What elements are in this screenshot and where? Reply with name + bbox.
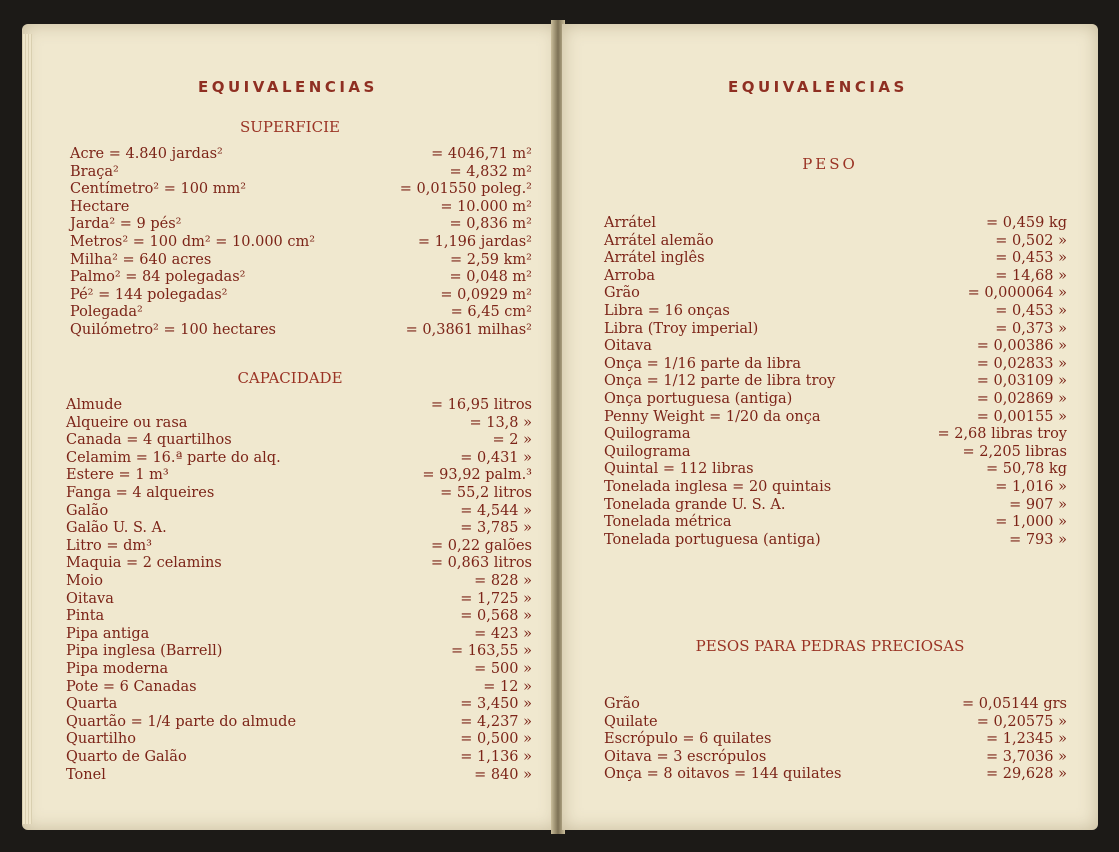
unit-value: = 6,45 cm² <box>450 304 532 321</box>
unit-value: = 0,00155 » <box>976 408 1067 425</box>
unit-value: = 0,836 m² <box>449 216 532 233</box>
table-row <box>70 215 532 233</box>
unit-value: = 2,68 libras troy <box>937 426 1067 443</box>
table-row <box>66 660 532 678</box>
unit-value: = 840 » <box>474 766 532 783</box>
unit-value: = 0,453 » <box>995 250 1067 267</box>
unit-value: = 0,01550 poleg.² <box>399 181 532 198</box>
table-row <box>604 443 1067 461</box>
unit-label: Onça = 1/16 parte da libra <box>604 355 802 372</box>
table-row <box>66 607 532 625</box>
unit-label: Pé² = 144 polegadas² <box>70 286 228 303</box>
table-row <box>604 496 1067 514</box>
unit-value: = 1,016 » <box>995 479 1067 495</box>
table-row <box>66 414 532 432</box>
unit-label: Tonelada grande U. S. A. <box>604 496 786 513</box>
unit-label: Grão <box>604 696 640 712</box>
unit-label: Almude <box>66 397 123 413</box>
table-row <box>66 642 532 660</box>
unit-label: Arrátel <box>604 215 657 231</box>
unit-label: Moio <box>66 573 103 589</box>
table-row <box>70 163 532 181</box>
table-row <box>604 232 1067 250</box>
unit-label: Quilómetro² = 100 hectares <box>70 322 276 338</box>
unit-label: Grão <box>604 285 640 302</box>
unit-value: = 12 » <box>483 678 532 695</box>
unit-label: Estere = 1 m³ <box>66 467 169 484</box>
unit-value: = 16,95 litros <box>430 397 532 413</box>
unit-label: Onça = 1/12 parte de libra troy <box>604 373 836 390</box>
capacidade-title: CAPACIDADE <box>237 369 343 387</box>
unit-label: Pote = 6 Canadas <box>66 678 197 695</box>
table-row <box>604 695 1067 713</box>
unit-label: Milha² = 640 acres <box>70 251 212 268</box>
unit-label: Onça portuguesa (antiga) <box>604 391 793 407</box>
unit-label: Quartilho <box>66 731 136 748</box>
table-row <box>604 730 1067 748</box>
unit-value: = 828 » <box>474 573 532 589</box>
unit-label: Polegada² <box>70 304 143 321</box>
table-row <box>66 748 532 766</box>
unit-label: Jarda² = 9 pés² <box>70 216 182 233</box>
unit-value: = 1,2345 » <box>986 731 1067 748</box>
unit-value: = 29,628 » <box>986 766 1067 783</box>
left-page <box>22 24 558 830</box>
unit-value: = 4,237 » <box>460 713 532 730</box>
table-row <box>66 502 532 520</box>
unit-label: Onça = 8 oitavos = 144 quilates <box>604 766 842 783</box>
table-row <box>66 766 532 784</box>
table-row <box>604 748 1067 766</box>
unit-value: = 0,22 galões <box>431 537 532 554</box>
unit-value: = 0,02833 » <box>976 355 1067 372</box>
unit-value: = 0,0929 m² <box>440 286 532 303</box>
unit-label: Alqueire ou rasa <box>66 414 188 431</box>
table-row <box>66 519 532 537</box>
table-row <box>70 251 532 269</box>
unit-value: = 4046,71 m² <box>431 146 532 162</box>
unit-label: Quintal = 112 libras <box>604 461 754 478</box>
unit-label: Tonelada métrica <box>604 514 732 531</box>
unit-value: = 0,453 » <box>995 303 1067 319</box>
left-page-heading: EQUIVALENCIAS <box>198 78 378 96</box>
table-row <box>70 145 532 163</box>
table-row <box>604 425 1067 443</box>
table-row <box>604 765 1067 783</box>
table-row <box>604 302 1067 320</box>
unit-value: = 0,863 litros <box>430 555 532 572</box>
unit-label: Arrátel alemão <box>604 232 714 249</box>
table-row <box>66 484 532 502</box>
table-row <box>604 460 1067 478</box>
unit-value: = 10.000 m² <box>440 198 532 215</box>
unit-label: Pinta <box>66 608 105 625</box>
unit-value: = 55,2 litros <box>440 485 532 501</box>
peso-title: PESO <box>802 155 858 173</box>
table-row <box>66 678 532 696</box>
table-row <box>66 695 532 713</box>
right-page-heading: EQUIVALENCIAS <box>728 78 908 96</box>
table-row <box>604 249 1067 267</box>
unit-label: Hectare <box>70 198 130 215</box>
unit-label: Quarto de Galão <box>66 749 187 765</box>
table-row <box>604 355 1067 373</box>
page-edges <box>22 34 32 824</box>
unit-value: = 0,373 » <box>995 320 1067 337</box>
unit-value: = 1,136 » <box>460 749 532 765</box>
table-row <box>604 214 1067 232</box>
unit-value: = 2,59 km² <box>449 251 532 268</box>
unit-value: = 2 » <box>492 432 532 449</box>
unit-value: = 423 » <box>474 625 532 642</box>
table-row <box>70 286 532 304</box>
table-row <box>66 431 532 449</box>
unit-label: Galão U. S. A. <box>66 520 167 537</box>
unit-label: Oitava = 3 escrópulos <box>604 748 767 765</box>
unit-label: Acre = 4.840 jardas² <box>70 146 223 162</box>
unit-value: = 907 » <box>1009 496 1067 513</box>
table-row <box>66 625 532 643</box>
unit-label: Tonel <box>66 766 106 783</box>
unit-value: = 0,05144 grs <box>962 696 1067 712</box>
unit-value: = 0,459 kg <box>986 215 1067 231</box>
unit-value: = 0,502 » <box>995 232 1067 249</box>
unit-value: = 4,544 » <box>460 502 532 519</box>
unit-label: Pipa antiga <box>66 625 150 642</box>
unit-value: = 793 » <box>1009 531 1067 548</box>
table-row <box>604 531 1067 549</box>
unit-value: = 4,832 m² <box>449 163 532 180</box>
table-row <box>70 268 532 286</box>
table-row <box>66 713 532 731</box>
right-page <box>562 24 1098 830</box>
unit-label: Pipa moderna <box>66 661 169 677</box>
unit-value: = 1,000 » <box>995 514 1067 531</box>
unit-value: = 1,725 » <box>460 590 532 607</box>
unit-value: = 0,000064 » <box>967 285 1067 302</box>
unit-value: = 0,048 m² <box>449 269 532 286</box>
unit-label: Metros² = 100 dm² = 10.000 cm² <box>70 234 316 250</box>
unit-label: Libra (Troy imperial) <box>604 320 759 337</box>
unit-label: Litro = dm³ <box>66 537 152 554</box>
open-book <box>14 18 1104 838</box>
table-row <box>66 537 532 555</box>
table-row <box>66 590 532 608</box>
unit-label: Arroba <box>604 267 655 284</box>
table-row <box>604 267 1067 285</box>
unit-label: Quilograma <box>604 443 691 460</box>
unit-value: = 3,7036 » <box>986 748 1067 765</box>
unit-label: Quilograma <box>604 426 691 443</box>
unit-label: Tonelada inglesa = 20 quintais <box>604 479 832 495</box>
unit-value: = 0,500 » <box>460 731 532 748</box>
table-row <box>66 572 532 590</box>
unit-label: Palmo² = 84 polegadas² <box>70 269 246 286</box>
table-row <box>604 513 1067 531</box>
pedras-title: PESOS PARA PEDRAS PRECIOSAS <box>695 637 965 655</box>
unit-value: = 0,431 » <box>460 449 532 466</box>
unit-value: = 13,8 » <box>469 414 532 431</box>
table-row <box>70 198 532 216</box>
table-row <box>66 449 532 467</box>
unit-value: = 3,450 » <box>460 696 532 713</box>
unit-value: = 14,68 » <box>995 267 1067 284</box>
table-row <box>70 180 532 198</box>
unit-value: = 3,785 » <box>460 520 532 537</box>
unit-label: Pipa inglesa (Barrell) <box>66 643 223 660</box>
unit-label: Oitava <box>66 590 114 607</box>
table-row <box>604 390 1067 408</box>
table-row <box>604 408 1067 426</box>
unit-label: Oitava <box>604 338 652 355</box>
table-row <box>604 337 1067 355</box>
unit-label: Arrátel inglês <box>604 250 705 267</box>
table-row <box>604 713 1067 731</box>
table-row <box>70 321 532 339</box>
table-row <box>66 396 532 414</box>
unit-label: Tonelada portuguesa (antiga) <box>604 531 821 548</box>
table-row <box>70 233 532 251</box>
unit-value: = 93,92 palm.³ <box>422 467 532 484</box>
table-row <box>66 466 532 484</box>
unit-label: Quilate <box>604 713 658 730</box>
unit-value: = 1,196 jardas² <box>417 234 532 250</box>
table-row <box>604 372 1067 390</box>
unit-value: = 500 » <box>474 661 532 677</box>
unit-label: Penny Weight = 1/20 da onça <box>604 408 821 425</box>
unit-value: = 0,20575 » <box>976 713 1067 730</box>
unit-value: = 0,3861 milhas² <box>405 322 532 338</box>
unit-label: Galão <box>66 502 109 519</box>
table-row <box>70 303 532 321</box>
unit-value: = 0,02869 » <box>976 391 1067 407</box>
unit-value: = 0,03109 » <box>976 373 1067 390</box>
unit-label: Centímetro² = 100 mm² <box>70 181 247 198</box>
superficie-title: SUPERFICIE <box>240 118 340 136</box>
unit-label: Celamim = 16.ª parte do alq. <box>66 449 281 466</box>
unit-label: Maquia = 2 celamins <box>66 555 222 572</box>
table-row <box>604 284 1067 302</box>
unit-label: Libra = 16 onças <box>604 303 730 319</box>
unit-value: = 0,00386 » <box>976 338 1067 355</box>
unit-label: Escrópulo = 6 quilates <box>604 731 772 748</box>
unit-value: = 163,55 » <box>451 643 532 660</box>
unit-label: Braça² <box>70 163 119 180</box>
table-row <box>66 730 532 748</box>
unit-label: Quarta <box>66 696 118 713</box>
unit-value: = 50,78 kg <box>986 461 1067 478</box>
unit-label: Canada = 4 quartilhos <box>66 432 232 449</box>
table-row <box>66 554 532 572</box>
table-row <box>604 478 1067 496</box>
unit-label: Quartão = 1/4 parte do almude <box>66 713 297 730</box>
table-row <box>604 320 1067 338</box>
unit-value: = 2,205 libras <box>962 443 1067 460</box>
unit-label: Fanga = 4 alqueires <box>66 485 215 501</box>
unit-value: = 0,568 » <box>460 608 532 625</box>
